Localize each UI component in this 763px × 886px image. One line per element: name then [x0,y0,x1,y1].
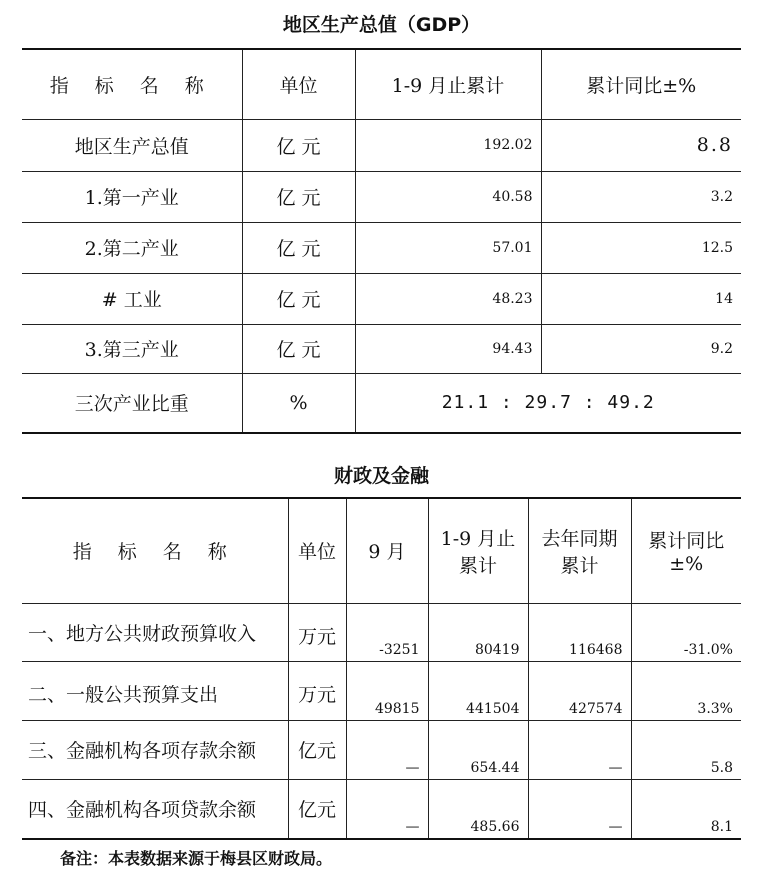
header-last-year-line2: 累计 [560,554,599,577]
row-last-year: 427574 [528,661,631,720]
row-ytd: 80419 [428,603,528,661]
row-yoy: 8.1 [631,779,741,839]
header-unit: 单位 [288,498,346,603]
row-value: 48.23 [355,273,541,324]
header-indicator-name: 指 标 名 称 [22,498,288,603]
row-unit: 亿 元 [242,222,355,273]
row-name: 一、地方公共财政预算收入 [22,603,288,661]
header-unit: 单位 [242,49,355,119]
row-value: 57.01 [355,222,541,273]
row-yoy: 8.8 [541,119,741,171]
table-row [22,324,741,373]
row-yoy: 3.3% [631,661,741,720]
row-ytd: 441504 [428,661,528,720]
row-september: — [346,779,428,839]
row-september: -3251 [346,603,428,661]
header-ytd [428,498,528,603]
header-ytd: 1-9 月止累计 [355,49,541,119]
header-last-year [528,498,631,603]
gdp-table [22,48,741,434]
row-unit: 亿 元 [242,119,355,171]
row-ytd: 485.66 [428,779,528,839]
header-indicator-name: 指 标 名 称 [22,49,242,119]
header-yoy [631,498,741,603]
row-unit: 亿元 [288,779,346,839]
row-name: 四、金融机构各项贷款余额 [22,779,288,839]
row-name: 2.第二产业 [22,222,242,273]
table-row [22,603,741,661]
row-value: 40.58 [355,171,541,222]
row-yoy: 3.2 [541,171,741,222]
row-unit: 亿 元 [242,171,355,222]
header-yoy: 累计同比±% [541,49,741,119]
table-row [22,273,741,324]
header-last-year-line1: 去年同期 [541,527,618,550]
source-note: 备注：本表数据来源于梅县区财政局。 [60,849,333,868]
row-name: 1.第一产业 [22,171,242,222]
ratio-value: 21.1 : 29.7 : 49.2 [355,373,741,433]
table-row [22,171,741,222]
table-row [22,661,741,720]
row-name: 3.第三产业 [22,324,242,373]
row-september: — [346,720,428,779]
row-name: 二、一般公共预算支出 [22,661,288,720]
row-name: # 工业 [22,273,242,324]
header-yoy-line2: ±% [669,553,704,576]
row-yoy: 5.8 [631,720,741,779]
ratio-row [22,373,741,433]
header-yoy-line1: 累计同比 [648,530,725,553]
header-ytd-line2: 累计 [458,554,497,577]
row-last-year: — [528,779,631,839]
row-yoy: 9.2 [541,324,741,373]
row-unit: 万元 [288,603,346,661]
header-september: 9 月 [346,498,428,603]
row-yoy: -31.0% [631,603,741,661]
gdp-header-row [22,49,741,119]
row-name: 地区生产总值 [22,119,242,171]
finance-header-row [22,498,741,603]
table-row [22,720,741,779]
row-last-year: — [528,720,631,779]
row-value: 192.02 [355,119,541,171]
row-name: 三、金融机构各项存款余额 [22,720,288,779]
ratio-unit: % [242,373,355,433]
row-unit: 亿 元 [242,273,355,324]
row-september: 49815 [346,661,428,720]
row-unit: 亿元 [288,720,346,779]
row-yoy: 12.5 [541,222,741,273]
table-row [22,119,741,171]
table-row [22,222,741,273]
finance-table-title: 财政及金融 [333,465,429,487]
ratio-name: 三次产业比重 [22,373,242,433]
gdp-table-title: 地区生产总值（GDP） [282,14,481,36]
finance-table [22,497,741,840]
row-unit: 万元 [288,661,346,720]
row-unit: 亿 元 [242,324,355,373]
row-last-year: 116468 [528,603,631,661]
table-row [22,779,741,839]
row-yoy: 14 [541,273,741,324]
row-ytd: 654.44 [428,720,528,779]
header-ytd-line1: 1-9 月止 [440,527,516,550]
row-value: 94.43 [355,324,541,373]
